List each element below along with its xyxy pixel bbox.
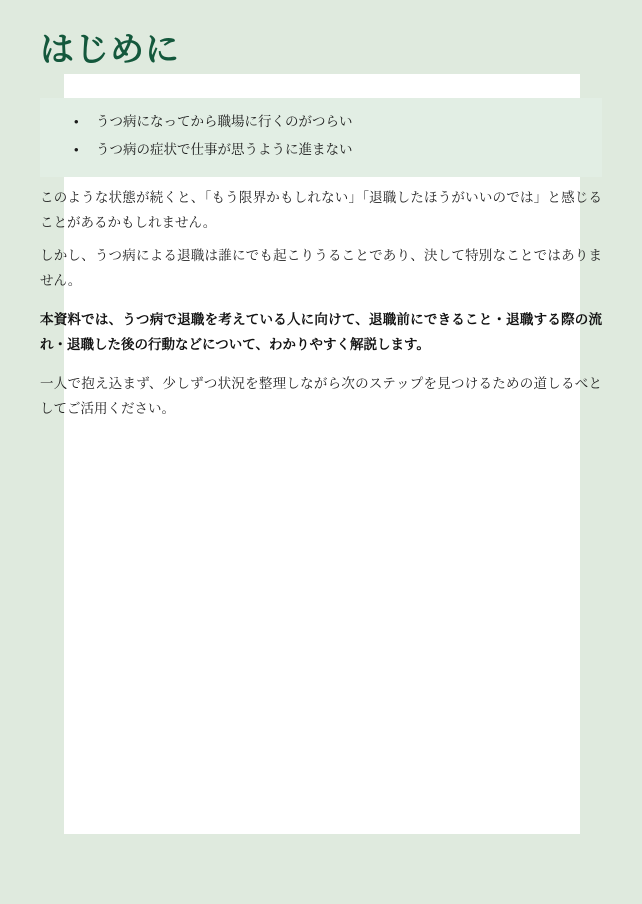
- paragraph-block-4: [40, 372, 602, 422]
- bullet-icon: •: [74, 114, 79, 129]
- body-paragraph: 一人で抱え込まず、少しずつ状況を整理しながら次のステップを見つけるための道しるべとしてご活用ください。: [40, 376, 602, 416]
- paragraph-block-1: [40, 186, 602, 236]
- list-item-label: うつ病になってから職場に行くのがつらい: [96, 114, 353, 129]
- body-paragraph: しかし、うつ病による退職は誰にでも起こりうることであり、決して特別なことではありません。: [40, 248, 602, 288]
- bullet-icon: •: [74, 141, 79, 157]
- paragraph-block-3: [40, 308, 602, 358]
- body-paragraph-emphasis: 本資料では、うつ病で退職を考えている人に向けて、退職前にできること・退職する際の流れ・退職した後の行動などについて、わかりやすく解説します。: [40, 312, 602, 352]
- body-paragraph: このような状態が続くと、「もう限界かもしれない」「退職したほうがいいのでは」と感じることがあるかもしれません。: [40, 190, 602, 230]
- symptoms-callout: [40, 98, 602, 177]
- list-item-label: うつ病の症状で仕事が思うように進まない: [96, 141, 353, 157]
- symptoms-list: [58, 112, 584, 161]
- list-item: [74, 112, 584, 133]
- page-title: はじめに: [40, 31, 180, 69]
- list-item: [74, 140, 584, 161]
- paragraph-block-2: [40, 244, 602, 294]
